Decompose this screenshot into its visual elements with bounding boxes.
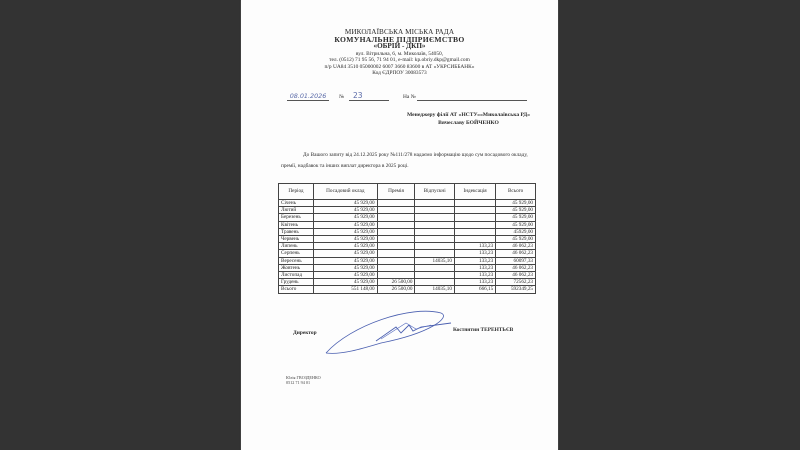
bank-account: п/р UA84 3510 05000002 6007 3660 83600 в АТ «УКРСИББАНК» xyxy=(324,63,475,70)
cell-salary: 45 929,00 xyxy=(314,279,378,286)
document-page xyxy=(241,0,558,450)
cell-salary: 45 929,00 xyxy=(314,236,378,243)
enterprise-name: «ОБРІЙ - ДКП» xyxy=(373,42,426,51)
cell-indexation xyxy=(454,236,495,243)
addressee-position: Менеджеру філії АТ «НСТУ»«Миколаївська РД» xyxy=(406,112,530,118)
council-name: МИКОЛАЇВСЬКА МІСЬКА РАДА xyxy=(344,28,455,36)
cell-total: 46 062,23 xyxy=(496,272,536,279)
cell-bonus xyxy=(377,250,415,257)
cell-bonus xyxy=(377,214,415,221)
cell-vacation xyxy=(415,221,455,228)
cell-period: Лютий xyxy=(279,207,314,214)
cell-bonus: 26 500,00 xyxy=(377,279,415,286)
cell-salary: 45 929,00 xyxy=(314,243,378,250)
cell-vacation xyxy=(415,236,455,243)
executor-phone: 0512 71 94 01 xyxy=(286,380,311,386)
cell-bonus xyxy=(377,221,415,228)
signature-icon xyxy=(321,305,461,365)
cell-period: Всього xyxy=(279,286,314,293)
cell-indexation: 133,23 xyxy=(454,279,495,286)
cell-bonus xyxy=(377,236,415,243)
cell-indexation xyxy=(454,200,495,207)
cell-bonus xyxy=(377,228,415,235)
outgoing-date: 08.01.2026 xyxy=(287,92,329,101)
cell-vacation: 14035,10 xyxy=(415,286,455,293)
table-row xyxy=(279,257,536,264)
cell-indexation: 133,23 xyxy=(454,243,495,250)
salary-table xyxy=(278,183,536,294)
contacts: тел. (0512) 71 95 56, 71 94 01, e-mail: kp.obriy.dkp@gmail.com xyxy=(329,57,470,64)
cell-period: Січень xyxy=(279,200,314,207)
header-indexation: Індексація xyxy=(454,184,495,200)
cell-salary: 45 929,00 xyxy=(314,264,378,271)
cell-bonus xyxy=(377,264,415,271)
cell-indexation: 133,23 xyxy=(454,264,495,271)
cell-salary: 45 929,00 xyxy=(314,272,378,279)
cell-bonus xyxy=(377,257,415,264)
table-row xyxy=(279,200,536,207)
cell-vacation xyxy=(415,272,455,279)
number-label: № xyxy=(339,94,345,100)
body-paragraph: До Вашого запиту від 24.12.2025 року №111/278 надаємо інформацію щодо сум посадового окладу, премії, надбавок та інших виплат директора в 2025 році. xyxy=(281,152,528,169)
edrpou-code: Код ЄДРПОУ 30083573 xyxy=(372,70,427,77)
table-row xyxy=(279,236,536,243)
cell-salary: 45 929,00 xyxy=(314,221,378,228)
cell-period: Вересень xyxy=(279,257,314,264)
cell-vacation xyxy=(415,214,455,221)
cell-indexation xyxy=(454,214,495,221)
cell-period: Липень xyxy=(279,243,314,250)
table-row xyxy=(279,279,536,286)
executor-name: Юлія ГВОЗДЕНКО xyxy=(286,375,321,380)
table-row xyxy=(279,221,536,228)
cell-indexation xyxy=(454,221,495,228)
cell-total: 45 929,00 xyxy=(496,236,536,243)
cell-indexation: 133,23 xyxy=(454,250,495,257)
table-row xyxy=(279,286,536,293)
cell-total: 45929,00 xyxy=(496,228,536,235)
cell-indexation: 666,15 xyxy=(454,286,495,293)
cell-total: 46 062,23 xyxy=(496,250,536,257)
cell-bonus xyxy=(377,200,415,207)
cell-bonus xyxy=(377,207,415,214)
table-row xyxy=(279,228,536,235)
cell-vacation xyxy=(415,207,455,214)
cell-salary: 45 929,00 xyxy=(314,207,378,214)
cell-salary: 551 148,00 xyxy=(314,286,378,293)
letterhead xyxy=(241,29,558,77)
table-header-row xyxy=(279,184,536,200)
cell-total: 592349,25 xyxy=(496,286,536,293)
cell-salary: 45 929,00 xyxy=(314,200,378,207)
header-salary: Посадовий оклад xyxy=(314,184,378,200)
header-period: Період xyxy=(279,184,314,200)
executor-info xyxy=(286,375,321,386)
cell-vacation xyxy=(415,279,455,286)
cell-total: 72562,23 xyxy=(496,279,536,286)
cell-vacation xyxy=(415,243,455,250)
cell-period: Грудень xyxy=(279,279,314,286)
cell-total: 46 062,23 xyxy=(496,243,536,250)
cell-period: Жовтень xyxy=(279,264,314,271)
cell-indexation xyxy=(454,207,495,214)
header-bonus: Премія xyxy=(377,184,415,200)
table-row xyxy=(279,207,536,214)
cell-salary: 45 929,00 xyxy=(314,228,378,235)
letter-body xyxy=(281,150,539,171)
table-row xyxy=(279,264,536,271)
cell-vacation xyxy=(415,228,455,235)
table-row xyxy=(279,250,536,257)
cell-bonus xyxy=(377,243,415,250)
signatory-role: Директор xyxy=(293,330,317,336)
cell-period: Квітень xyxy=(279,221,314,228)
cell-salary: 45 929,00 xyxy=(314,214,378,221)
table-row xyxy=(279,243,536,250)
cell-salary: 45 929,00 xyxy=(314,257,378,264)
cell-indexation xyxy=(454,228,495,235)
cell-period: Травень xyxy=(279,228,314,235)
enterprise-type: КОМУНАЛЬНЕ ПІДПРИЄМСТВО xyxy=(334,35,465,45)
addressee xyxy=(407,111,530,127)
reply-label: На № xyxy=(403,94,416,100)
cell-period: Червень xyxy=(279,236,314,243)
cell-salary: 45 929,00 xyxy=(314,250,378,257)
cell-bonus: 26 500,00 xyxy=(377,286,415,293)
cell-vacation xyxy=(415,200,455,207)
registration-row xyxy=(287,92,537,104)
cell-period: Листопад xyxy=(279,272,314,279)
address: вул. Вітрильна, 6, м. Миколаїв, 54050, xyxy=(355,50,444,57)
cell-vacation: 14035,10 xyxy=(415,257,455,264)
table-row xyxy=(279,272,536,279)
cell-vacation xyxy=(415,264,455,271)
signatory-name: Костянтин ТЕРЕНТЬЄВ xyxy=(453,327,514,333)
cell-indexation: 133,23 xyxy=(454,272,495,279)
cell-period: Серпень xyxy=(279,250,314,257)
outgoing-number: 23 xyxy=(349,91,389,101)
table-row xyxy=(279,214,536,221)
reply-number-line xyxy=(417,100,527,101)
cell-total: 45 929,00 xyxy=(496,221,536,228)
header-vacation: Відпускні xyxy=(415,184,455,200)
header-total: Всього xyxy=(496,184,536,200)
cell-total: 45 929,00 xyxy=(496,214,536,221)
cell-bonus xyxy=(377,272,415,279)
cell-indexation: 133,23 xyxy=(454,257,495,264)
addressee-name: Вячеславу БОЙЧЕНКО xyxy=(438,120,499,126)
cell-vacation xyxy=(415,250,455,257)
cell-total: 46 062,23 xyxy=(496,264,536,271)
cell-total: 60097,33 xyxy=(496,257,536,264)
cell-total: 45 929,00 xyxy=(496,207,536,214)
signature-block xyxy=(241,320,558,380)
cell-total: 45 929,00 xyxy=(496,200,536,207)
cell-period: Березень xyxy=(279,214,314,221)
